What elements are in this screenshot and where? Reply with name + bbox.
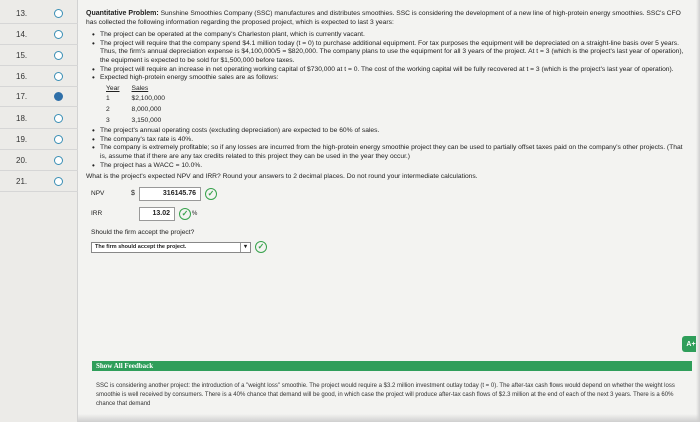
assumption-item: • The project's annual operating costs (excluding depreciation) are expected to be 60% of sales. bbox=[92, 127, 691, 136]
question-number: 19. bbox=[16, 134, 28, 144]
correct-check-icon: ✓ bbox=[255, 241, 267, 253]
question-number: 15. bbox=[16, 50, 28, 60]
assumption-item: • The project has a WACC = 10.0%. bbox=[92, 162, 691, 171]
sidebar-question-item[interactable] bbox=[0, 171, 78, 192]
assumption-item: • The project will require an increase in net operating working capital of $730,000 at t = 0. The cost of the working capital will be fully recovered at t = 3 (which is the project's last year of operation). bbox=[92, 66, 691, 75]
sales-table bbox=[106, 85, 177, 125]
current-question-icon bbox=[54, 92, 63, 101]
chevron-down-icon: ▾ bbox=[240, 243, 250, 252]
accept-select-value: The firm should accept the project. bbox=[95, 243, 187, 250]
answered-status-icon bbox=[54, 9, 63, 18]
assumption-list-b bbox=[86, 127, 691, 170]
show-feedback-bar[interactable] bbox=[92, 361, 692, 371]
sales-table-cell: 2 bbox=[106, 105, 110, 113]
question-intro-text: Sunshine Smoothies Company (SSC) manufactures and distributes smoothies. SSC is considering the development of a new line of high-protein energy smoothies. SSC's CFO has collected the following information regarding the proposed project, which is expected to last 3 years: bbox=[86, 10, 681, 26]
table-row bbox=[106, 104, 177, 115]
question-number: 20. bbox=[16, 155, 28, 165]
question-sidebar bbox=[0, 0, 78, 422]
sidebar-question-item[interactable] bbox=[0, 86, 78, 107]
sidebar-question-item[interactable] bbox=[0, 66, 78, 87]
question-number: 21. bbox=[16, 176, 28, 186]
answered-status-icon bbox=[54, 156, 63, 165]
question-number: 17. bbox=[16, 91, 28, 101]
answered-status-icon bbox=[54, 135, 63, 144]
table-row bbox=[106, 93, 177, 104]
page-edge bbox=[696, 0, 700, 422]
assumption-item: • The project will require that the company spend $4.1 million today (t = 0) to purchase additional equipment. For tax purposes the equipment will be depreciated on a straight-line basis over 5 years. Thus, the firm's annual depreciation expense is $4,100,000/5 = $820,000. The company plans to use the equipment for all 3 years of the project. At t = 3 (which is the project's last year of operation), the equipment is expected to be sold for $1,500,000 before taxes. bbox=[92, 40, 691, 66]
question-number: 18. bbox=[16, 113, 28, 123]
feedback-text: SSC is considering another project: the introduction of a "weight loss" smoothie. The project would require a $3.2 million investment outlay today (t = 0). The after-tax cash flows would depend on whether the weight loss smoothie is well received by consumers. There is a 40% chance that demand will be good, in which case the project will produce after-tax cash flows of $2.3 million at the end of each of the next 3 years. There is a 60% chance that demand bbox=[96, 383, 675, 407]
answered-status-icon bbox=[54, 51, 63, 60]
sales-table-cell: 3,150,000 bbox=[131, 116, 162, 124]
correct-check-icon: ✓ bbox=[205, 188, 217, 200]
irr-input[interactable]: 13.02 bbox=[139, 207, 175, 221]
question-number: 14. bbox=[16, 29, 28, 39]
npv-currency: $ bbox=[131, 189, 135, 197]
sidebar-question-item[interactable] bbox=[0, 129, 78, 150]
correct-check-icon: ✓ bbox=[179, 208, 191, 220]
question-content bbox=[86, 10, 691, 253]
answered-status-icon bbox=[54, 114, 63, 123]
sales-table-cell: 8,000,000 bbox=[131, 105, 162, 113]
question-number: 16. bbox=[16, 71, 28, 81]
assumption-item: • Expected high-protein energy smoothie sales are as follows: bbox=[92, 74, 691, 83]
sidebar-question-item[interactable] bbox=[0, 150, 78, 171]
sidebar-question-item[interactable] bbox=[0, 45, 78, 66]
irr-percent: % bbox=[192, 210, 198, 217]
accept-answer-row bbox=[91, 241, 691, 253]
sidebar-question-item[interactable] bbox=[0, 3, 78, 24]
npv-input[interactable]: 316145.76 bbox=[139, 187, 201, 201]
npv-answer-row bbox=[91, 187, 691, 202]
sidebar-question-item[interactable] bbox=[0, 108, 78, 129]
irr-answer-row bbox=[91, 207, 691, 222]
sales-table-cell: 3 bbox=[106, 116, 110, 124]
sales-table-header: Year bbox=[106, 84, 120, 92]
answered-status-icon bbox=[54, 30, 63, 39]
sales-table-cell: $2,100,000 bbox=[131, 95, 165, 103]
question-number: 13. bbox=[16, 8, 28, 18]
table-row bbox=[106, 115, 177, 126]
sales-table-header: Sales bbox=[131, 84, 149, 92]
question-intro bbox=[86, 10, 691, 27]
question-prompt: What is the project's expected NPV and IRR? Round your answers to 2 decimal places. Do not round your intermediate calculations. bbox=[86, 173, 478, 181]
answered-status-icon bbox=[54, 177, 63, 186]
npv-label: NPV bbox=[91, 189, 105, 197]
page-bottom-edge bbox=[78, 414, 700, 422]
irr-label: IRR bbox=[91, 209, 103, 217]
accessibility-tab[interactable]: A+ bbox=[682, 336, 700, 352]
assumption-item: • The project can be operated at the company's Charleston plant, which is currently vacant. bbox=[92, 31, 691, 40]
answered-status-icon bbox=[54, 72, 63, 81]
sales-table-cell: 1 bbox=[106, 95, 110, 103]
sidebar-question-item[interactable] bbox=[0, 24, 78, 45]
question-title: Quantitative Problem: bbox=[86, 10, 159, 17]
assumption-item: • The company's tax rate is 40%. bbox=[92, 136, 691, 145]
assumption-item: • The company is extremely profitable; so if any losses are incurred from the high-protein energy smoothie project they can be used to partially offset taxes paid on the company's other projects. (That is, assume that if there are any tax credits related to this project they can be used in the year they occur.) bbox=[92, 144, 691, 161]
assumption-list-a bbox=[86, 31, 691, 83]
accept-question: Should the firm accept the project? bbox=[91, 228, 195, 236]
accept-select[interactable] bbox=[91, 242, 251, 253]
show-all-feedback-button[interactable]: Show All Feedback bbox=[96, 362, 154, 370]
